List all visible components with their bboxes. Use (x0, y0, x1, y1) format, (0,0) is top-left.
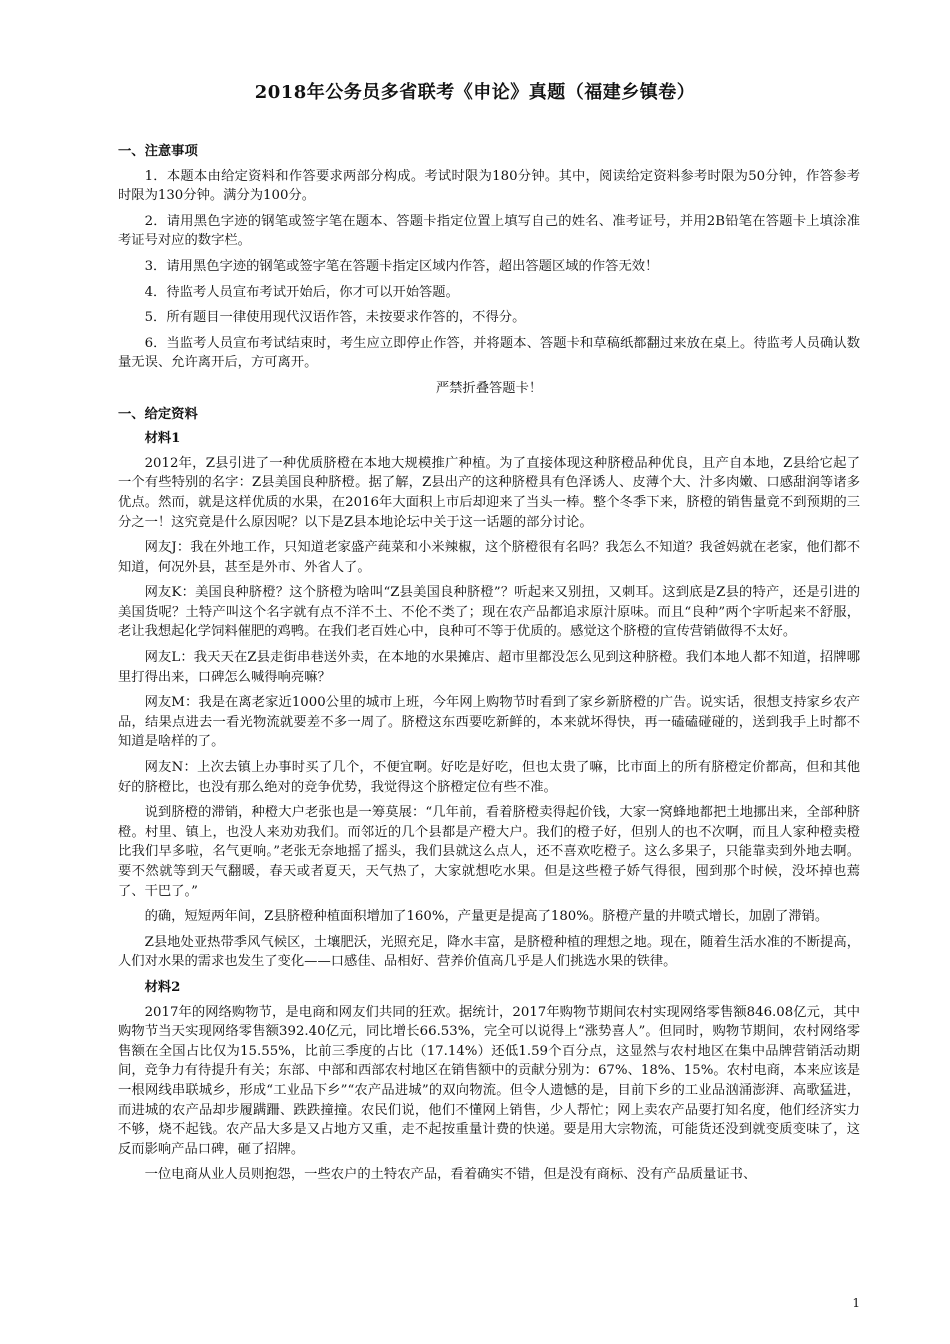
material-2-paragraph: 2017年的网络购物节，是电商和网友们共同的狂欢。据统计，2017年购物节期间农村实现网络零售额846.08亿元，其中购物节当天实现网络零售额392.40亿元，同比增长66.53%，完全可以说得上“涨势喜人”。但同时，购物节期间，农村网络零售额在全国占比仅为15.55%，比前三季度的占比（17.14%）还低1.59个百分点，这显然与农村地区在集中品牌营销活动期间，竞争力有待提升有关；东部、中部和西部农村地区在销售额中的贡献分别为：67%、18%、15%。农村电商，本来应该是一根网线串联城乡，形成“工业品下乡”“农产品进城”的双向物流。但令人遗憾的是，目前下乡的工业品汹涌澎湃、高歌猛进，而进城的农产品却步履蹒跚、跌跌撞撞。农民们说，他们不懂网上销售，少人帮忙；网上卖农产品要打知名度，他们经济实力不够，烧不起钱。农产品大多是又占地方又重，走不起按重量计费的快递。要是用大宗物流，可能货还没到就变质变味了，这反而影响产品口碑，砸了招牌。 (118, 1004, 860, 1157)
material-1-paragraph: Z县地处亚热带季风气候区，土壤肥沃，光照充足，降水丰富，是脐橙种植的理想之地。现在，随着生活水准的不断提高，人们对水果的需求也发生了变化——口感佳、品相好、营养价值高几乎是人们挑选水果的铁律。 (118, 934, 860, 970)
material-1-paragraph: 网友N：上次去镇上办事时买了几个，不便宜啊。好吃是好吃，但也太贵了嘛，比市面上的所有脐橙定价都高，但和其他好的脐橙比，也没有那么绝对的竞争优势，我觉得这个脐橙定位有些不准。 (118, 760, 860, 795)
page-number: 1 (852, 1296, 860, 1310)
material-1-paragraph: 网友M：我是在离老家近1000公里的城市上班，今年网上购物节时看到了家乡新脐橙的广告。说实话，很想支持家乡农产品，结果点进去一看光物流就要差不多一周了。脐橙这东西要吃新鲜的，本来就坏得快，再一磕磕碰碰的，送到我手上时都不知道是啥样的了。 (118, 695, 860, 750)
notice-item: 6．当监考人员宣布考试结束时，考生应立即停止作答，并将题本、答题卡和草稿纸都翻过来放在桌上。待监考人员确认数量无误、允许离开后，方可离开。 (118, 335, 860, 371)
material-2-label: 材料2 (144, 979, 181, 995)
material-1-label: 材料1 (144, 431, 181, 447)
material-2-paragraph: 一位电商从业人员则抱怨，一些农户的土特农产品，看着确实不错，但是没有商标、没有产品质量证书、 (144, 1167, 757, 1183)
notice-item: 2．请用黑色字迹的钢笔或签字笔在题本、答题卡指定位置上填写自己的姓名、准考证号，并用2B铅笔在答题卡上填涂准考证号对应的数字栏。 (118, 213, 860, 249)
notice-item: 1．本题本由给定资料和作答要求两部分构成。考试时限为180分钟。其中，阅读给定资料参考时限为50分钟，作答参考时限为130分钟。满分为100分。 (118, 168, 860, 204)
material-1-paragraph: 2012年，Z县引进了一种优质脐橙在本地大规模推广种植。为了直接体现这种脐橙品种优良，且产自本地，Z县给它起了一个有些特别的名字：Z县美国良种脐橙。据了解，Z县出产的这种脐橙具有色泽诱人、皮薄个大、汁多肉嫩、口感甜润等诸多优点。然而，就是这样优质的水果，在2016年大面积上市后却迎来了当头一棒。整个冬季下来，脐橙的销售量竟不到预期的三分之一！这究竟是什么原因呢？以下是Z县本地论坛中关于这一话题的部分讨论。 (118, 455, 860, 530)
notice-item: 3．请用黑色字迹的钢笔或签字笔在答题卡指定区域内作答，超出答题区域的作答无效！ (144, 258, 659, 274)
material-1-paragraph: 网友L：我天天在Z县走街串巷送外卖，在本地的水果摊店、超市里都没怎么见到这种脐橙。我们本地人都不知道，招牌哪里打得出来，口碑怎么喊得响亮嘛？ (118, 650, 860, 685)
material-1-paragraph: 说到脐橙的滞销，种橙大户老张也是一筹莫展：“几年前，看着脐橙卖得起价钱，大家一窝蜂地都把土地挪出来，全部种脐橙。村里、镇上，也没人来劝劝我们。而邻近的几个县都是产橙大户。我们的橙子好，但别人的也不次啊，而且人家种橙卖橙比我们早多啦，名气更响。”老张无奈地摇了摇头，我们县就这么点人，还不喜欢吃橙子。这么多果子，只能靠卖到外地去啊。要不然就等到天气翻暖，春天或者夏天，天气热了，大家就想吃水果。但是这些橙子娇气得很，囤到那个时候，没坏掉也蔫了、干巴了。” (118, 805, 860, 899)
notice-item: 5．所有题目一律使用现代汉语作答，未按要求作答的，不得分。 (144, 310, 526, 326)
section-heading-material: 一、给定资料 (118, 406, 198, 422)
notice-item: 4．待监考人员宣布考试开始后，你才可以开始答题。 (144, 284, 459, 300)
warning-line: 严禁折叠答题卡！ (435, 380, 543, 396)
page-title: 2018年公务员多省联考《申论》真题（福建乡镇卷） (254, 82, 696, 103)
material-1-paragraph: 网友J：我在外地工作，只知道老家盛产莼菜和小米辣椒，这个脐橙很有名吗？我怎么不知道？我爸妈就在老家，他们都不知道，何况外县，甚至是外市、外省人了。 (118, 540, 860, 575)
material-1-paragraph: 网友K：美国良种脐橙？这个脐橙为啥叫“Z县美国良种脐橙”？听起来又别扭，又刺耳。这到底是Z县的特产，还是引进的美国货呢？土特产叫这个名字就有点不洋不土、不伦不类了；现在农产品都追求原汁原味。而且“良种”两个字听起来不舒服，老让我想起化学饲料催肥的鸡鸭。在我们老百姓心中，良种可不等于优质的。感觉这个脐橙的宣传营销做得不太好。 (118, 585, 860, 640)
document-body (118, 142, 860, 1191)
material-1-paragraph: 的确，短短两年间，Z县脐橙种植面积增加了160%，产量更是提高了180%。脐橙产量的井喷式增长，加剧了滞销。 (144, 909, 829, 925)
section-heading-notice: 一、注意事项 (118, 144, 198, 159)
